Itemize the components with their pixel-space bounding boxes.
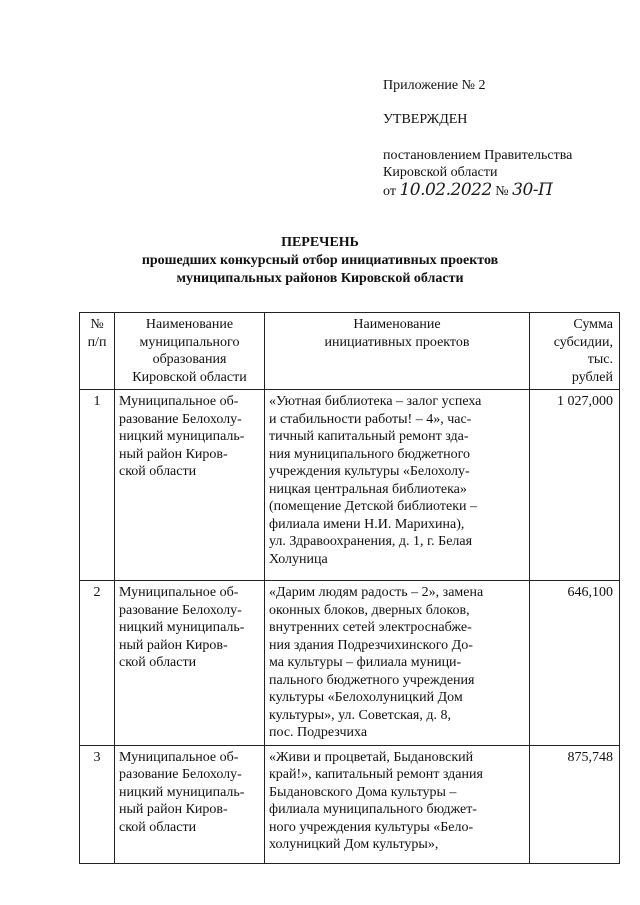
table-row	[80, 390, 620, 581]
decree-date-line	[383, 181, 552, 201]
doc-subtitle-2: муниципальных районов Кировской области	[176, 271, 464, 286]
row-municipality: Муниципальное об- разование Белохолу- ницкий муниципаль- ный район Киров- ской области	[115, 581, 265, 746]
row-num: 2	[80, 581, 115, 746]
row-municipality: Муниципальное об- разование Белохолу- ницкий муниципаль- ный район Киров- ской области	[115, 390, 265, 581]
table-row	[80, 745, 620, 863]
doc-subtitle-1: прошедших конкурсный отбор инициативных проектов	[141, 253, 499, 268]
header-project: Наименование инициативных проектов	[265, 313, 530, 390]
row-sum: 875,748	[530, 745, 620, 863]
header-municipality: Наименование муниципального образования Кировской области	[115, 313, 265, 390]
header-sum: Сумма субсидии, тыс. рублей	[530, 313, 620, 390]
doc-title: ПЕРЕЧЕНЬ	[281, 235, 359, 250]
appendix-label: Приложение № 2	[383, 78, 486, 93]
row-municipality: Муниципальное об- разование Белохолу- ницкий муниципаль- ный район Киров- ской области	[115, 745, 265, 863]
row-sum: 646,100	[530, 581, 620, 746]
number-label: №	[495, 184, 509, 199]
row-num: 1	[80, 390, 115, 581]
header-num: № п/п	[80, 313, 115, 390]
row-project: «Живи и процветай, Быдановский край!», капитальный ремонт здания Быдановского Дома культуры – филиала муниципального бюджет- ного учреждения культуры «Бело- холуницкий Дом культуры»,	[265, 745, 530, 863]
handwritten-number: 30-П	[512, 180, 553, 200]
row-project: «Уютная библиотека – залог успеха и стабильности работы! – 4», час- тичный капитальный ремонт зда- ния муниципального бюджетного учреждения культуры «Белохолу- ницкая центральная библиотека» (помещение Детской библиотеки – филиала имени Н.И. Марихина), ул. Здравоохранения, д. 1, г. Белая Холуница	[265, 390, 530, 581]
table-row	[80, 581, 620, 746]
approved-label: УТВЕРЖДЕН	[383, 112, 468, 127]
from-label: от	[383, 184, 396, 199]
row-sum: 1 027,000	[530, 390, 620, 581]
row-project: «Дарим людям радость – 2», замена оконных блоков, дверных блоков, внутренних сетей электроснабже- ния здания Подрезчихинского До- ма культуры – филиала муници- пального бюджетного учреждения культуры «Белохолуницкий Дом культуры», ул. Советская, д. 8, пос. Подрезчиха	[265, 581, 530, 746]
table-header-row	[80, 313, 620, 390]
decree-line-2: Кировской области	[383, 165, 498, 180]
projects-table	[79, 312, 620, 864]
row-num: 3	[80, 745, 115, 863]
handwritten-date: 10.02.2022	[399, 180, 492, 200]
decree-line-1: постановлением Правительства	[383, 148, 573, 163]
